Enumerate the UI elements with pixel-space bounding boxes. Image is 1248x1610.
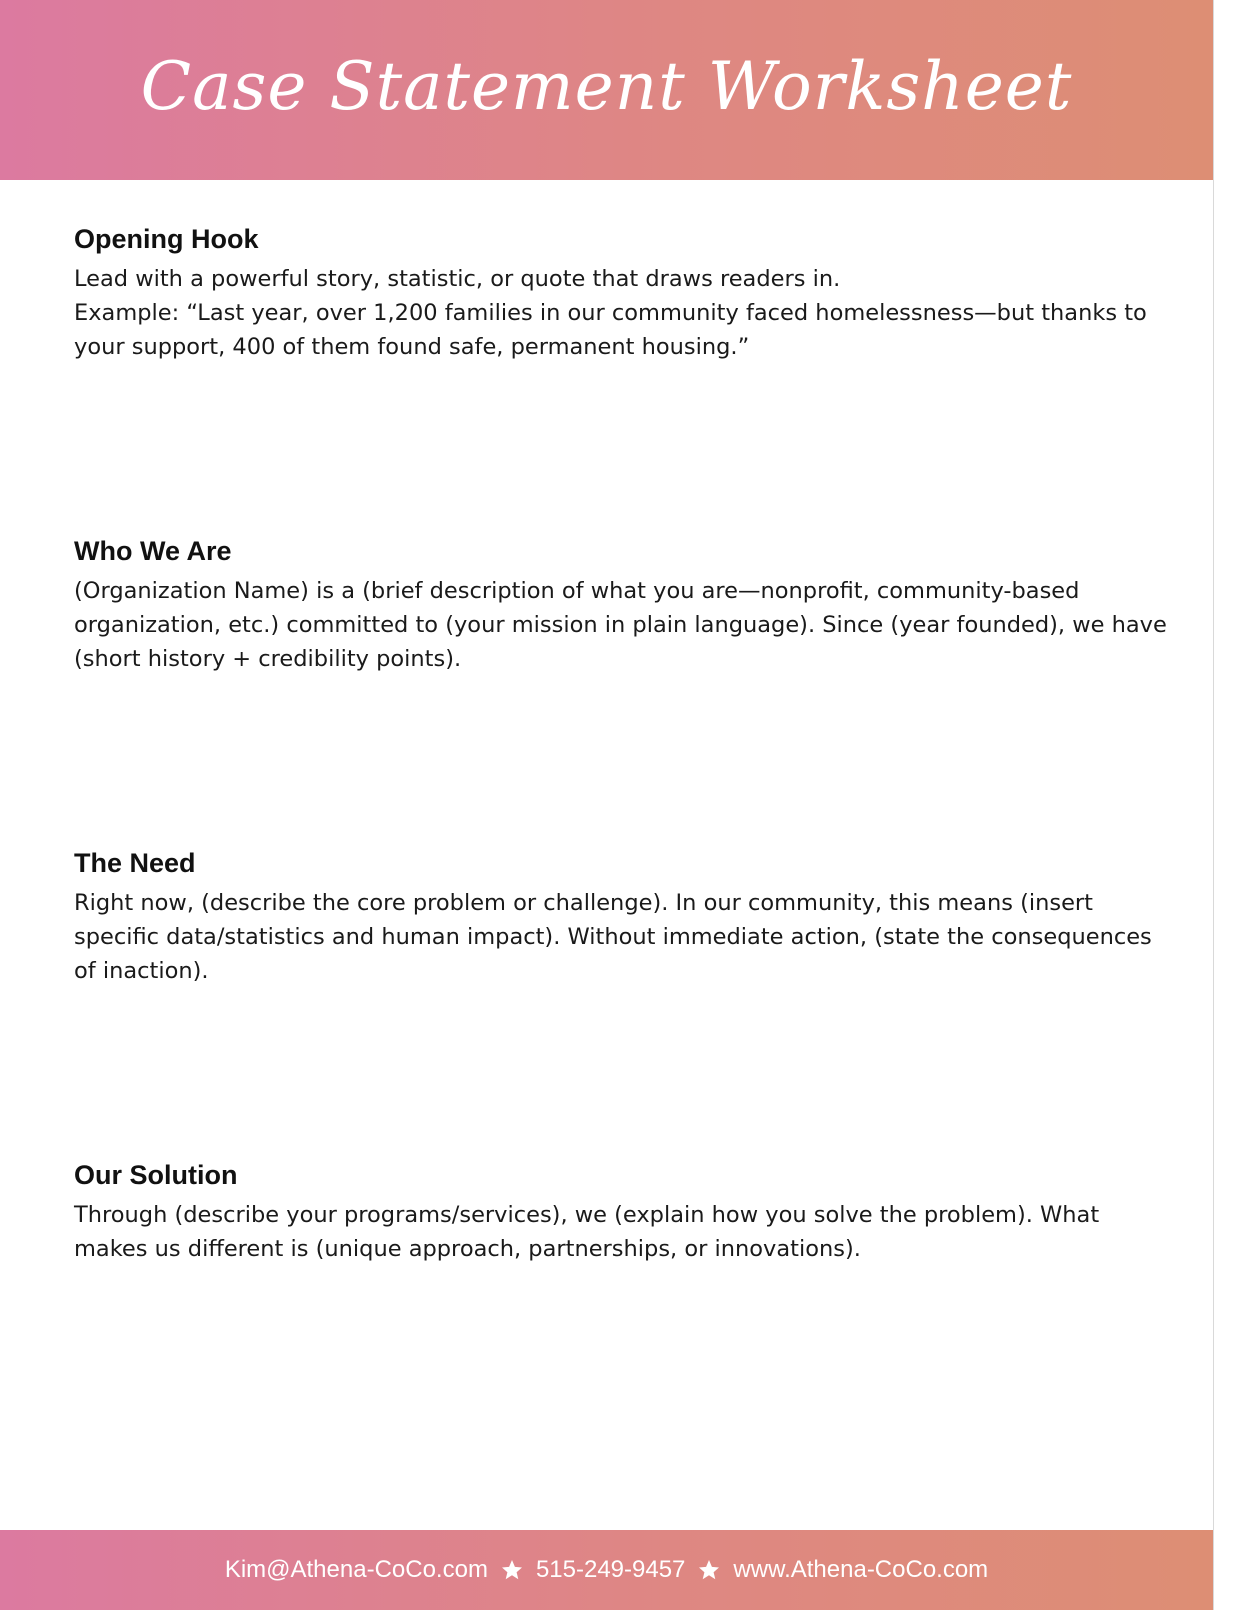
section-heading: The Need xyxy=(74,848,196,878)
section-body xyxy=(74,1198,1174,1266)
section-who-we-are xyxy=(74,534,1174,676)
header-banner xyxy=(0,0,1213,180)
section-opening-hook xyxy=(74,222,1174,364)
star-icon xyxy=(697,1558,721,1582)
section-line: Lead with a powerful story, statistic, or quote that draws readers in. xyxy=(74,266,841,292)
section-body xyxy=(74,886,1174,988)
page-edge xyxy=(1213,0,1248,1610)
section-the-need xyxy=(74,846,1174,988)
footer-banner xyxy=(0,1530,1213,1610)
section-line: Right now, (describe the core problem or challenge). In our community, this means (insert specific data/statistics and human impact). Without immediate action, (state the consequences of inaction). xyxy=(74,890,1152,984)
footer-website[interactable]: www.Athena-CoCo.com xyxy=(733,1556,989,1583)
page-title: Case Statement Worksheet xyxy=(140,47,1073,125)
section-our-solution xyxy=(74,1158,1174,1266)
footer-email[interactable]: Kim@Athena-CoCo.com xyxy=(224,1556,488,1583)
section-heading: Our Solution xyxy=(74,1160,238,1190)
star-icon xyxy=(500,1558,524,1582)
section-line: Through (describe your programs/services), we (explain how you solve the problem). What makes us different is (unique approach, partnerships, or innovations). xyxy=(74,1202,1100,1262)
section-heading: Opening Hook xyxy=(74,224,259,254)
footer-phone[interactable]: 515-249-9457 xyxy=(535,1556,686,1583)
section-body xyxy=(74,262,1174,364)
section-heading: Who We Are xyxy=(74,536,232,566)
section-line: (Organization Name) is a (brief description of what you are—nonprofit, community-based organization, etc.) committed to (your mission in plain language). Since (year founded), we have (short history + credibility points). xyxy=(74,578,1167,672)
section-line: Example: “Last year, over 1,200 families in our community faced homelessness—but thanks to your support, 400 of them found safe, permanent housing.” xyxy=(74,300,1147,360)
section-body xyxy=(74,574,1174,676)
